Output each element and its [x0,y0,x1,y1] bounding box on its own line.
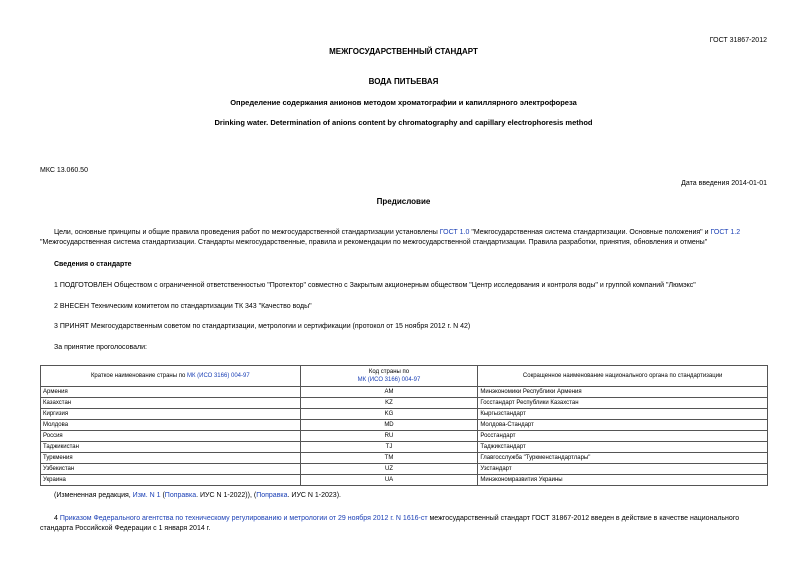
document-subtitle-en: Drinking water. Determination of anions content by chromatography and capillary electrophoresis method [214,118,593,127]
cell-body: Минэкономразвития Украины [478,475,768,486]
item-4-text: межгосударственный стандарт ГОСТ 31867-2012 введен в действие в качестве национального стандарта Российской Федерации с 1 января 2014 г. [40,515,740,532]
document-subtitle-ru: Определение содержания анионов методом хроматографии и капиллярного электрофореза [230,98,577,107]
item-4 [40,514,768,534]
cell-body: Таджикстандарт [478,442,768,453]
cell-country: Молдова [41,420,301,431]
cell-body: Минэкономики Республики Армения [478,387,768,398]
cell-code: KZ [300,398,478,409]
cell-code: MD [300,420,478,431]
cell-body: Главгосслужба "Туркменстандартлары" [478,453,768,464]
table-row [41,420,768,431]
cell-code: UZ [300,464,478,475]
table-row [41,464,768,475]
mks-code: МКС 13.060.50 [40,167,88,174]
item-2: 2 ВНЕСЕН Техническим комитетом по стандартизации ТК 343 "Качество воды" [54,303,312,310]
intro-paragraph [40,228,768,248]
cell-code: KG [300,409,478,420]
table-row [41,475,768,486]
item-4-number: 4 [54,515,60,522]
cell-country: Казахстан [41,398,301,409]
item-1: 1 ПОДГОТОВЛЕН Обществом с ограниченной ответственностью "Протектор" совместно с Закрытым акционерным обществом "Центр исследования и контроля воды" и группой компаний "Люмэкс" [54,282,696,289]
amendment-link-1[interactable]: Изм. N 1 [132,492,161,499]
table-row [41,398,768,409]
item-3: 3 ПРИНЯТ Межгосударственным советом по стандартизации, метрологии и сертификации (протокол от 15 ноября 2012 г. N 42) [54,323,471,330]
document-title: ВОДА ПИТЬЕВАЯ [368,77,439,86]
mk-iso-link-2[interactable]: МК (ИСО 3166) 004-97 [357,377,421,383]
header-code-text: Код страны по [368,369,410,375]
foreword-heading: Предисловие [376,197,431,206]
cell-code: RU [300,431,478,442]
amendment-text-c: . ИУС N 1-2022)), ( [196,492,257,499]
countries-table [40,365,768,486]
cell-code: TJ [300,442,478,453]
cell-country: Украина [41,475,301,486]
header-body: Сокращенное наименование национального органа по стандартизации [478,366,768,387]
cell-code: TM [300,453,478,464]
intro-text-b: "Межгосударственная система стандартизации. Основные положения" и [469,229,711,236]
cell-body: Узстандарт [478,464,768,475]
cell-country: Узбекистан [41,464,301,475]
cell-body: Госстандарт Республики Казахстан [478,398,768,409]
header-code [300,366,478,387]
table-body [41,387,768,486]
cell-country: Таджикистан [41,442,301,453]
correction-link-1[interactable]: Поправка [164,492,197,499]
cell-body: Молдова-Стандарт [478,420,768,431]
order-link[interactable]: Приказом Федерального агентства по техническому регулированию и метрологии от 29 ноября 2012 г. N 1616-ст [59,515,428,522]
amendment-text-a: (Измененная редакция, [54,492,133,499]
document-number: ГОСТ 31867-2012 [709,37,767,44]
header-country-text: Краткое наименование страны по [90,373,187,379]
table-row [41,442,768,453]
amendment-text-d: . ИУС N 1-2023). [287,492,341,499]
table-row [41,431,768,442]
table-row [41,387,768,398]
cell-body: Росстандарт [478,431,768,442]
amendment-note [54,492,341,499]
table-header-row [41,366,768,387]
table-row [41,453,768,464]
standard-type-heading: МЕЖГОСУДАРСТВЕННЫЙ СТАНДАРТ [329,47,478,56]
gost-1-0-link[interactable]: ГОСТ 1.0 [439,229,470,236]
mk-iso-link[interactable]: МК (ИСО 3166) 004-97 [186,373,250,379]
table-row [41,409,768,420]
cell-country: Туркмения [41,453,301,464]
correction-link-2[interactable]: Поправка [256,492,288,499]
cell-code: UA [300,475,478,486]
info-heading: Сведения о стандарте [54,261,132,268]
cell-country: Киргизия [41,409,301,420]
amendment-text-b: ( [160,492,165,499]
effective-date: Дата введения 2014-01-01 [681,180,767,187]
voted-label: За принятие проголосовали: [54,344,147,351]
cell-country: Армения [41,387,301,398]
cell-body: Кыргызстандарт [478,409,768,420]
header-country [41,366,301,387]
cell-code: AM [300,387,478,398]
intro-text-c: "Межгосударственная система стандартизации. Стандарты межгосударственные, правила и рекомендации по межгосударственной стандартизации. Правила разработки, принятия, обновления и отмены" [40,239,708,246]
intro-text-a: Цели, основные принципы и общие правила проведения работ по межгосударственной стандартизации установлены [54,229,440,236]
gost-1-2-link[interactable]: ГОСТ 1.2 [710,229,741,236]
cell-country: Россия [41,431,301,442]
